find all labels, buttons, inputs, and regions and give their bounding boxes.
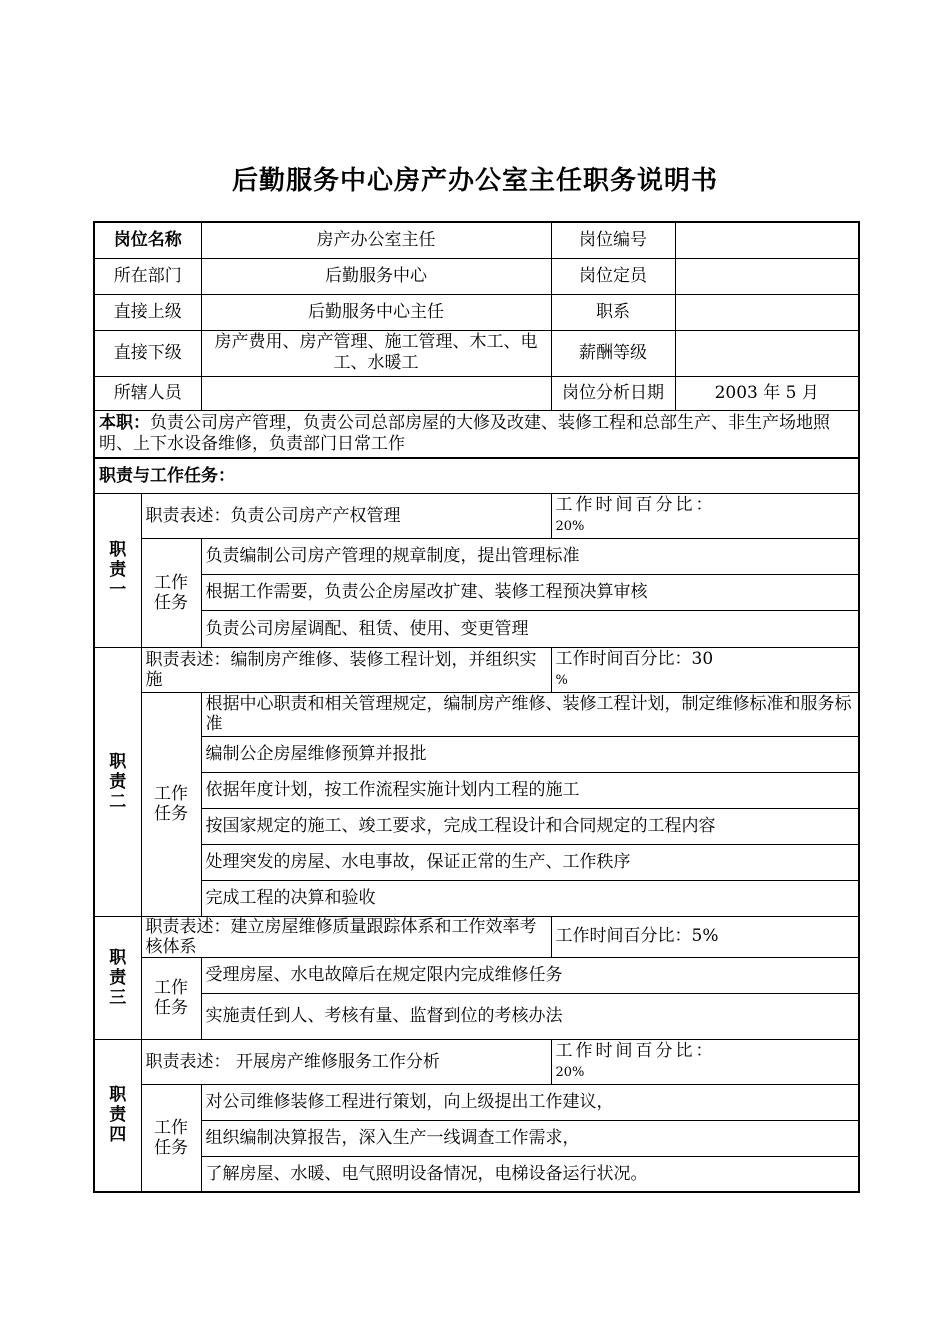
duty-2-task-row [94,692,859,736]
duty-3-task-2: 实施责任到人、考核有量、监督到位的考核办法 [201,993,859,1039]
duty-3-task-label-text: 工作任务 [154,978,188,1018]
duty-4-task-label-text: 工作任务 [154,1117,188,1158]
duty-4-task-label [141,1084,201,1192]
duty-1-task-row [94,538,859,574]
duty-4-task-row [94,1120,859,1156]
duty-4-pct-value: 20% [555,1064,585,1080]
info-row-dept [94,258,859,294]
duty-4-task-2: 组织编制决算报告，深入生产一线调查工作需求， [201,1120,859,1156]
page-title: 后勤服务中心房产办公室主任职务说明书 [231,166,718,196]
duty-1-task-row [94,574,859,610]
duty-2-task-5: 处理突发的房屋、水电事故，保证正常的生产、工作秩序 [201,844,859,880]
duty-1-pct-label: 工作时间百分比： [555,494,716,515]
duties-heading-row [94,458,859,493]
duty-4-pct-cell [551,1039,859,1084]
duty-2-name: 职责二 [109,751,127,812]
duty-2-pct-cell [551,647,859,692]
duty-2-statement: 职责表述：编制房产维修、装修工程计划，并组织实施 [141,647,551,692]
salary-value [675,330,859,376]
duty-3-task-1: 受理房屋、水电故障后在规定限内完成维修任务 [201,957,859,993]
duty-4-task-1: 对公司维修装修工程进行策划，向上级提出工作建议， [201,1084,859,1120]
info-row-subordinate [94,330,859,376]
series-value [675,294,859,330]
duty-3-task-row [94,957,859,993]
duty-2-task-1: 根据中心职责和相关管理规定，编制房产维修、装修工程计划，制定维修标准和服务标准 [201,692,859,736]
duty-4-task-row [94,1084,859,1120]
dept-value: 后勤服务中心 [201,258,551,294]
duty-2-task-row [94,736,859,772]
duty-summary-row [94,410,859,458]
duty-4-statement-row [94,1039,859,1084]
duty-3-statement-row [94,916,859,957]
duty-3-title [94,916,141,1039]
duty-1-task-3: 负责公司房屋调配、租赁、使用、变更管理 [201,610,859,647]
staff-label: 所辖人员 [94,376,201,410]
duty-2-task-4: 按国家规定的施工、竣工要求，完成工程设计和合同规定的工程内容 [201,808,859,844]
info-row-superior [94,294,859,330]
series-label: 职系 [551,294,675,330]
duty-1-task-label [141,538,201,647]
duty-2-task-6: 完成工程的决算和验收 [201,880,859,916]
duty-1-task-2: 根据工作需要，负责公企房屋改扩建、装修工程预决算审核 [201,574,859,610]
duty-1-pct-value: 20% [555,518,585,534]
duty-2-task-row [94,844,859,880]
duty-1-title [94,493,141,647]
duty-3-statement: 职责表述：建立房屋维修质量跟踪体系和工作效率考核体系 [141,916,551,957]
position-no-label: 岗位编号 [551,222,675,258]
duty-3-name: 职责三 [109,947,127,1008]
duty-2-title [94,647,141,916]
duty-3-pct-label: 工作时间百分比：5% [555,925,719,946]
duty-2-task-label [141,692,201,916]
duty-2-task-2: 编制公企房屋维修预算并报批 [201,736,859,772]
duty-2-statement-row [94,647,859,692]
duty-summary-label: 本职： [99,412,150,433]
superior-label: 直接上级 [94,294,201,330]
info-row-position [94,222,859,258]
quota-value [675,258,859,294]
info-row-staff [94,376,859,410]
subordinate-label: 直接下级 [94,330,201,376]
salary-label: 薪酬等级 [551,330,675,376]
duty-3-task-row [94,993,859,1039]
duty-2-task-row [94,880,859,916]
duty-2-task-label-text: 工作任务 [154,784,188,824]
staff-value [201,376,551,410]
duty-2-task-3: 依据年度计划，按工作流程实施计划内工程的施工 [201,772,859,808]
duties-heading: 职责与工作任务： [94,458,859,493]
duty-1-statement-row [94,493,859,538]
duty-4-title [94,1039,141,1192]
duty-4-task-3: 了解房屋、水暖、电气照明设备情况，电梯设备运行状况。 [201,1156,859,1192]
duty-4-pct-label: 工作时间百分比： [555,1040,716,1061]
duty-2-task-row [94,772,859,808]
duty-3-pct-cell [551,916,859,957]
duty-summary-cell [94,410,859,458]
analysis-date-label: 岗位分析日期 [551,376,675,410]
duty-2-task-row [94,808,859,844]
analysis-date-value: 2003 年 5 月 [675,376,859,410]
duty-summary-text: 负责公司房产管理，负责公司总部房屋的大修及改建、装修工程和总部生产、非生产场地照明、上下水设备维修，负责部门日常工作 [99,412,830,454]
job-description-table [93,221,860,1193]
quota-label: 岗位定员 [551,258,675,294]
position-name-value: 房产办公室主任 [201,222,551,258]
superior-value: 后勤服务中心主任 [201,294,551,330]
dept-label: 所在部门 [94,258,201,294]
duty-2-pct-value: % [555,672,568,688]
duty-1-pct-cell [551,493,859,538]
duty-1-name: 职责一 [109,540,127,600]
duty-2-pct-label: 工作时间百分比：30 [555,648,714,669]
subordinate-value: 房产费用、房产管理、施工管理、木工、电工、水暖工 [201,330,551,376]
duty-1-task-label-text: 工作任务 [154,572,188,613]
duty-4-name: 职责四 [109,1085,127,1146]
position-name-label: 岗位名称 [94,222,201,258]
duty-1-task-1: 负责编制公司房产管理的规章制度，提出管理标准 [201,538,859,574]
position-no-value [675,222,859,258]
duty-3-task-label [141,957,201,1039]
duty-1-statement: 职责表述：负责公司房产产权管理 [141,493,551,538]
duty-4-statement: 职责表述： 开展房产维修服务工作分析 [141,1039,551,1084]
duty-4-task-row [94,1156,859,1192]
duty-1-task-row [94,610,859,647]
